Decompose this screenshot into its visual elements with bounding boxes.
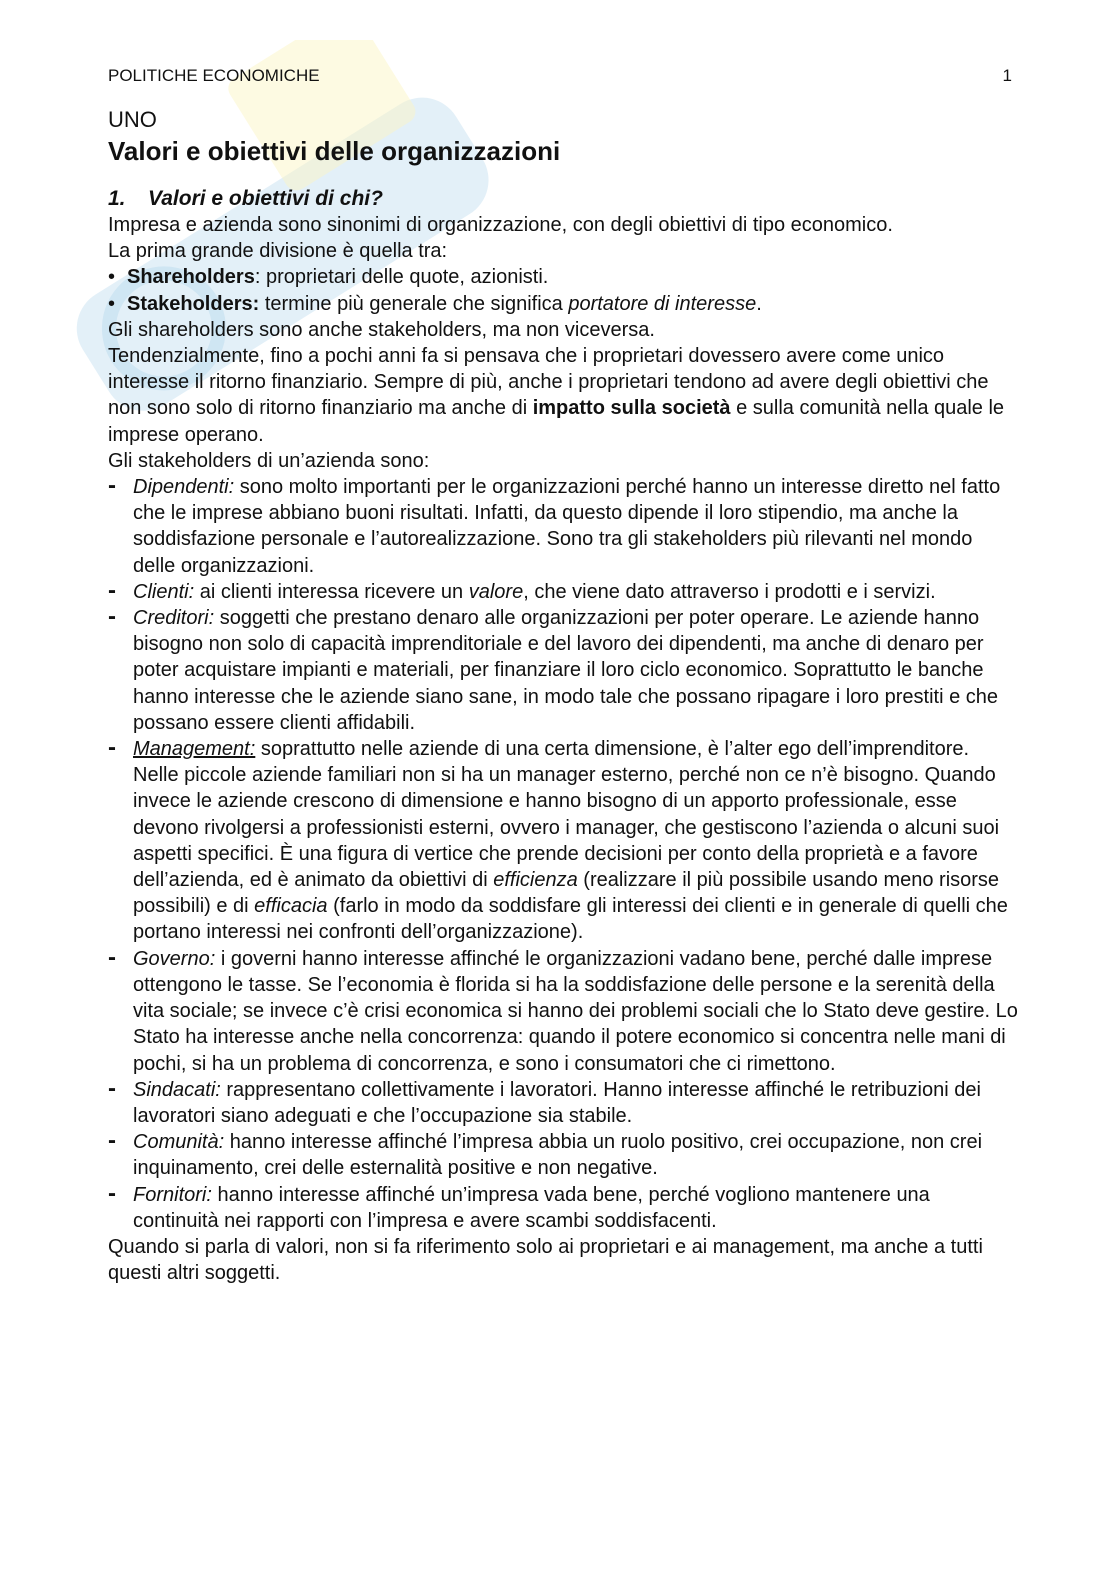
paragraph-4 (108, 343, 1018, 448)
dash-icon: - (108, 603, 116, 631)
list-item-governo (108, 943, 1018, 1077)
list-item-fornitori (108, 1179, 1018, 1234)
section-title: Valori e obiettivi di chi? (148, 187, 383, 210)
bullet-dot-icon: • (108, 266, 116, 289)
term-clienti: Clienti: (133, 580, 195, 603)
term-governo: Governo: (133, 947, 216, 970)
page-header (108, 66, 1012, 86)
list-item-creditori (108, 605, 1018, 736)
paragraph-4-text-a: Tendenzialmente, fino a pochi anni fa si pensava che i proprietari dovessero avere come unico interesse il ritorno finanziario. Sempre di più, anche i proprietari tendono ad avere degli obiettivi che non sono solo di ritorno finanziario ma anche di (108, 345, 989, 420)
intro-paragraph-2: La prima grande divisione è quella tra: (108, 240, 448, 263)
bullet-stakeholders (108, 291, 1018, 317)
term-creditori: Creditori: (133, 607, 215, 630)
term-comunita: Comunità: (133, 1131, 225, 1154)
page-number: 1 (1002, 66, 1012, 85)
bullet-end: . (756, 292, 762, 315)
section-heading (108, 186, 1018, 212)
bullet-shareholders (108, 264, 1018, 290)
text-creditori: soggetti che prestano denaro alle organizzazioni per poter operare. Le aziende hanno bisogno non solo di capacità imprenditoriale e del lavoro dei dipendenti, ma anche di denaro per poter acquistare impianti e materiali, per finanziare il loro ciclo economico. Soprattutto le banche hanno interesse che le aziende siano sane, in modo tale che possano ripagare i loro prestiti e che possano essere clienti affidabili. (133, 607, 998, 734)
document-body (108, 106, 1018, 1286)
text-sindacati: rappresentano collettivamente i lavoratori. Hanno interesse affinché le retribuzioni dei lavoratori siano adeguati e che l’occupazione sia stabile. (133, 1078, 981, 1127)
chapter-title: Valori e obiettivi delle organizzazioni (108, 136, 561, 166)
term-stakeholders: Stakeholders: (127, 292, 260, 315)
bullet-dot-icon: • (108, 292, 116, 315)
dash-icon: - (108, 1179, 116, 1207)
italic-valore: valore (468, 580, 524, 603)
dash-icon: - (108, 943, 116, 971)
paragraph-4-bold: impatto sulla società (532, 397, 731, 420)
text-comunita: hanno interesse affinché l’impresa abbia un ruolo positivo, crei occupazione, non crei inquinamento, crei delle esternalità positive e non negative. (133, 1131, 983, 1180)
term-management: Management: (133, 738, 256, 761)
list-item-comunita (108, 1129, 1018, 1181)
section-number: 1. (108, 187, 126, 210)
intro-paragraph-1: Impresa e azienda sono sinonimi di organizzazione, con degli obiettivi di tipo economico. (108, 214, 893, 236)
term-fornitori: Fornitori: (133, 1183, 212, 1206)
text-dipendenti: sono molto importanti per le organizzazioni perché hanno un interesse diretto nel fatto che le imprese abbiano buoni risultati. Infatti, da questo dipende il loro stipendio, ma anche la soddisfazione personale e l’autorealizzazione. Sono tra gli stakeholders più rilevanti nel mondo delle organizzazioni. (133, 476, 1001, 577)
term-dipendenti: Dipendenti: (133, 476, 235, 499)
list-item-clienti (108, 576, 1018, 605)
text-management-a: soprattutto nelle aziende di una certa dimensione, è l’alter ego dell’imprenditore. Nelle piccole aziende familiari non si ha un manager esterno, perché non ce n’è bisogno. Quando invece le aziende crescono di dimensione e hanno bisogno di un apporto professionale, esse devono rivolgersi a professionisti esterni, ovvero i manager, che gestiscono l’azienda o alcuni suoi aspetti specifici. È una figura di vertice che prende decisioni per conto della proprietà e a favore dell’azienda, ed è animato da obiettivi di (133, 738, 1000, 892)
text-governo: i governi hanno interesse affinché le organizzazioni vadano bene, perché dalle imprese ottengono le tasse. Se l’economia è florida si ha la soddisfazione delle persone e la serenità della vita sociale; se invece c’è crisi economica si hanno dei problemi sociali che lo Stato deve gestire. Lo Stato ha interesse anche nella concorrenza: quando il potere economico si concentra nelle mani di pochi, si ha un problema di concorrenza, e sono i consumatori che ci rimettono. (133, 947, 1018, 1075)
paragraph-4-text-b: e sulla comunità nella quale le imprese operano. (108, 397, 1005, 446)
text-management-c: (farlo in modo da soddisfare gli interessi dei clienti e in generale di quelli che portano interessi nei confronti dell’organizzazione). (133, 895, 1008, 944)
bullet-text: termine più generale che significa (259, 292, 569, 315)
bullet-text: : proprietari delle quote, azionisti. (254, 266, 549, 289)
list-item-dipendenti (108, 474, 1018, 579)
closing-paragraph: Quando si parla di valori, non si fa riferimento solo ai proprietari e ai management, ma anche a tutti questi altri soggetti. (108, 1235, 983, 1285)
dash-icon: - (108, 472, 116, 500)
term-sindacati: Sindacati: (133, 1078, 221, 1101)
text-management-b: (realizzare il più possibile usando meno risorse possibili) e di (133, 869, 1000, 918)
bullet-italic: portatore di interesse (568, 292, 757, 315)
italic-efficacia: efficacia (254, 895, 328, 918)
dash-icon: - (108, 576, 116, 604)
list-item-sindacati (108, 1074, 1018, 1129)
header-title: POLITICHE ECONOMICHE (108, 66, 320, 85)
list-item-management (108, 736, 1018, 946)
dash-icon: - (108, 734, 116, 762)
term-shareholders: Shareholders (127, 266, 255, 289)
dash-icon: - (108, 1127, 116, 1155)
text-fornitori: hanno interesse affinché un’impresa vada bene, perché vogliono mantenere una continuità nei rapporti con l’impresa e avere scambi soddisfacenti. (133, 1183, 930, 1232)
paragraph-3: Gli shareholders sono anche stakeholders, ma non viceversa. (108, 318, 655, 341)
dash-icon: - (108, 1074, 116, 1102)
text-clienti-a: ai clienti interessa ricevere un (194, 580, 469, 603)
italic-efficienza: efficienza (493, 869, 578, 892)
chapter-label: UNO (108, 107, 157, 132)
paragraph-5: Gli stakeholders di un’azienda sono: (108, 449, 430, 472)
text-clienti-b: , che viene dato attraverso i prodotti e i servizi. (523, 580, 936, 603)
